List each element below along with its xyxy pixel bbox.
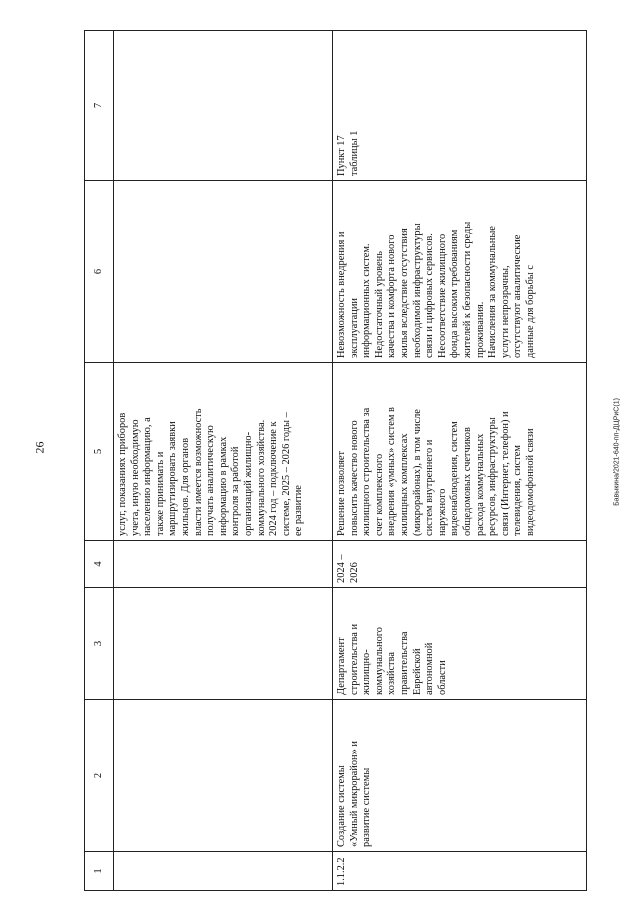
table-cell (114, 31, 333, 181)
cell-text-line: жильцов. Для органов (179, 437, 191, 536)
cell-text-line: Еврейской (411, 648, 423, 695)
cell-text-line: также принимать и (154, 451, 166, 536)
table-cell-consequences (333, 181, 587, 363)
cell-text-line: видеодомофонной связи (524, 428, 536, 536)
cell-text-line: ресурсов, инфраструктуры (487, 417, 499, 536)
cell-text-line: строительства и (348, 624, 360, 695)
cell-text-line: информацию в рамках (217, 436, 229, 536)
cell-text-line: внедрения «умных» систем в (386, 407, 398, 536)
cell-text-line: Создание системы (336, 765, 347, 847)
cell-text-line: Пункт 17 (336, 135, 347, 176)
cell-text-line: жителей к безопасности среды (461, 221, 473, 358)
cell-text-line: общедомовых счетчиков (461, 427, 473, 536)
table-header-row (85, 31, 114, 891)
cell-text-line: связи и цифровых сервисов. (424, 233, 436, 358)
cell-text-line: 2026 (348, 562, 360, 583)
cell-text-line: жилищных комплексах (398, 433, 410, 536)
cell-text-line: ее развитие (293, 485, 305, 536)
cell-text-line: наружного (436, 488, 448, 536)
cell-text-line: автономной (424, 642, 436, 695)
cell-text-line: счет комплексного (373, 453, 385, 536)
cell-text-line: правительства (398, 631, 410, 695)
table-cell-item-number (333, 852, 587, 891)
cell-text-line: «Умный микрорайон» и (348, 741, 360, 847)
cell-text-line: отсутствуют аналитические (512, 234, 524, 358)
table-cell-responsible (333, 588, 587, 700)
table-cell (114, 181, 333, 363)
cell-text-line: Недостаточный уровень (373, 251, 385, 358)
cell-text-line: связи (Интернет, телефон) и (499, 411, 511, 536)
cell-text-line: фонда высоким требованиям (449, 229, 461, 358)
column-header-4: 4 (85, 541, 114, 588)
page-number: 26 (32, 441, 47, 454)
column-header-6: 6 (85, 181, 114, 363)
column-header-2: 2 (85, 700, 114, 852)
cell-text-line: данные для борьбы с (524, 265, 536, 358)
cell-text-line: видеонаблюдения, систем (449, 421, 461, 536)
cell-text-line: маршрутизировать заявки (167, 421, 179, 536)
cell-text-line: Решение позволяет (336, 450, 347, 536)
cell-text-line: Департамент (336, 637, 347, 695)
cell-text-line: услуг, показаниях приборов (117, 412, 128, 536)
cell-text-line: системе, 2025 – 2026 годы – (280, 412, 292, 536)
cell-text-line: необходимой инфраструктуры (411, 223, 423, 358)
cell-text-line: Невозможность внедрения и (336, 231, 347, 358)
measures-table (84, 30, 587, 891)
table-row (333, 31, 587, 891)
cell-text-line: 2024 – (336, 554, 347, 583)
table-cell-measure-name (333, 700, 587, 852)
cell-text-line: систем внутреннего и (424, 439, 436, 536)
cell-text-line: информационных систем. (361, 243, 373, 358)
cell-text-line: контроля за работой (230, 446, 242, 536)
cell-text-line: эксплуатации (348, 298, 360, 358)
cell-text-line: хозяйства (386, 652, 398, 695)
table-cell (114, 588, 333, 700)
cell-text-line: таблицы 1 (348, 130, 360, 176)
table-cell-description (333, 363, 587, 541)
table-cell (114, 700, 333, 852)
table-cell (114, 541, 333, 588)
cell-text-line: области (436, 660, 448, 695)
document-table-region (84, 31, 587, 891)
cell-text-line: услуги непрозрачны, (499, 265, 511, 358)
table-cell-description (114, 363, 333, 541)
cell-text-line: коммунального хозяйства. (255, 419, 267, 536)
cell-text-line: качества и комфорта нового (386, 234, 398, 358)
column-header-7: 7 (85, 31, 114, 181)
cell-text-line: коммунального (373, 626, 385, 695)
cell-text-line: телевидения, систем (512, 445, 524, 536)
footer-reference-text: Бавыкина/2021-640-пп-ДЦРиС(1) (613, 398, 621, 506)
column-header-1: 1 (85, 852, 114, 891)
cell-text-line: расхода коммунальных (474, 433, 486, 536)
cell-text-line: организаций жилищно- (242, 431, 254, 536)
cell-text-line: развитие системы (361, 767, 373, 847)
column-header-5: 5 (85, 363, 114, 541)
cell-text-line: Начисления за коммунальные (487, 226, 499, 358)
cell-text-line: (микрорайонах), в том числе (411, 409, 423, 536)
cell-text-line: 2024 год – подключение к (268, 421, 280, 536)
table-cell-reference (333, 31, 587, 181)
cell-text-line: населению информацию, а (142, 417, 154, 536)
cell-text-line: получать аналитическую (205, 425, 217, 536)
cell-text-line: учета, иную необходимую (129, 419, 141, 536)
cell-text-line: проживания. (474, 301, 486, 358)
column-header-3: 3 (85, 588, 114, 700)
table-cell-period (333, 541, 587, 588)
table-cell (114, 852, 333, 891)
cell-text-line: жилищно- (361, 649, 373, 695)
cell-text-line: Несоответствие жилищного (436, 233, 448, 358)
table-row (114, 31, 333, 891)
cell-text-line: повысить качество нового (348, 420, 360, 536)
cell-text-line: жилищного строительства за (361, 407, 373, 536)
cell-text-line: жилья вследствие отсутствия (398, 228, 410, 358)
cell-text-line: власти имеется возможность (192, 408, 204, 536)
cell-text-line: 1.1.2.2 (336, 857, 347, 886)
